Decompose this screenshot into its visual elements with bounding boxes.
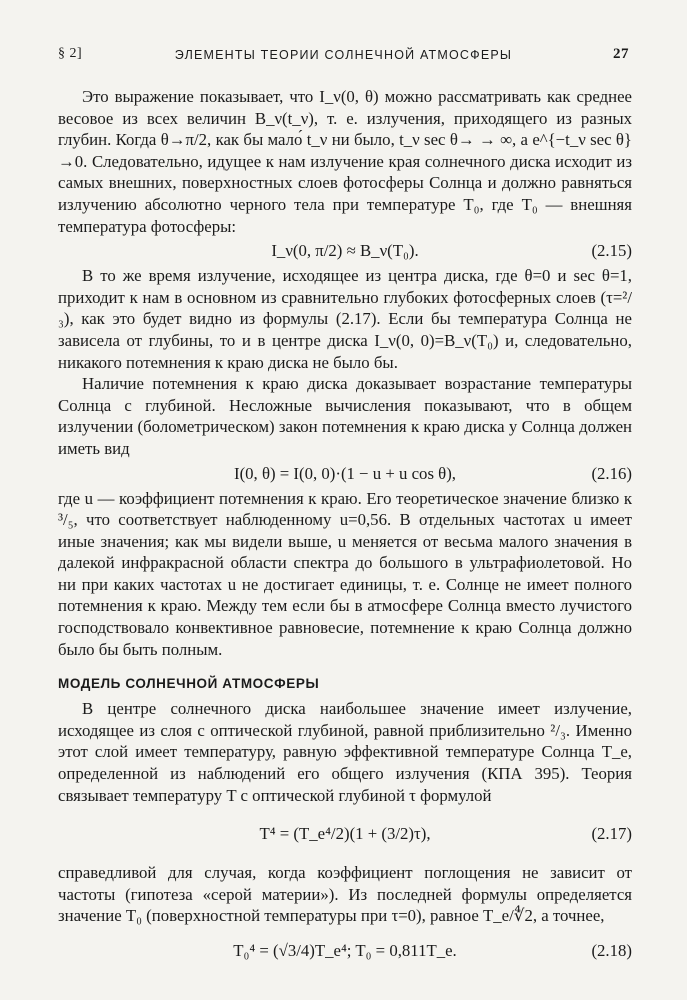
section-heading: МОДЕЛЬ СОЛНЕЧНОЙ АТМОСФЕРЫ [58,676,320,692]
paragraph: где u — коэффициент потемнения к краю. Его теоретическое значение близко к ³/₅, что соответствует наблюденному u=0,56. В отдельных частотах u имеет иные значения; как мы видели выше, u меняется от весьма малого значения в далекой инфракрасной области спектра до большого в ультрафиолетовой. Но ни при каких частотах u не достигает единицы, т. е. Солнце не имеет полного потемнения к краю. Между тем если бы в атмосфере Солнца вместо лучистого господствовало конвективное равновесие, потемнение к краю Солнца должно было бы быть полным. [58,488,632,659]
equation-number: (2.16) [591,463,632,483]
page-number: 27 [613,46,629,62]
equation-2-16 [58,460,632,488]
paragraph: справедливой для случая, когда коэффициент поглощения не зависит от частоты (гипотеза «серой материи»). Из последней формулы определяется значение T₀ (поверхностной температуры при τ=0), равное T_e/∜2, а точнее, [58,863,632,926]
equation-number: (2.18) [591,941,632,960]
page-body [58,86,632,975]
running-header [58,46,629,70]
paragraph: Это выражение показывает, что I_ν(0, θ) можно рассматривать как среднее весовое из всех величин B_ν(t_ν), т. е. излучения, приходящего из разных глубин. Когда θ→π/2, как бы мало́ t_ν ни было, t_ν sec θ→ → ∞, а e^{−t_ν sec θ}→0. Следовательно, идущее к нам излучение края солнечного диска исходит из самых внешних, поверхностных слоев фотосферы Солнца и должно равняться излучению абсолютно черного тела при температуре T₀, где T₀ — внешняя температура фотосферы: [58,87,632,236]
equation-2-15 [58,237,632,265]
equation-number: (2.15) [591,241,632,261]
paragraph: В центре солнечного диска наибольшее значение имеет излучение, исходящее из слоя с оптической глубиной, равной приблизительно ²/₃. Именно этот слой имеет температуру, равную эффективной температуре Солнца T_e, определенной из наблюдений его общего излучения (КПА 395). Теория связывает температуру T с оптической глубиной τ формулой [58,699,632,805]
running-title: ЭЛЕМЕНТЫ ТЕОРИИ СОЛНЕЧНОЙ АТМОСФЕРЫ [174,48,513,62]
equation-2-17 [58,806,632,862]
equation-text: I_ν(0, π/2) ≈ B_ν(T₀). [271,241,419,261]
equation-text: T⁴ = (T_e⁴/2)(1 + (3/2)τ), [259,824,431,844]
equation-2-18 [58,927,632,975]
paragraph: В то же время излучение, исходящее из центра диска, где θ=0 и sec θ=1, приходит к нам в основном из сравнительно глубоких фотосферных слоев (τ=²/₃), как это будет видно из формулы (2.17). Если бы температура Солнца не зависела от глубины, то и в центре диска I_ν(0, 0)=B_ν(T₀) и, следовательно, никакого потемнения к краю диска не было бы. [58,266,632,372]
equation-text: I(0, θ) = I(0, 0)·(1 − u + u cos θ), [233,463,456,483]
paragraph: Наличие потемнения к краю диска доказывает возрастание температуры Солнца с глубиной. Несложные вычисления показывают, что в общем излучении (болометрическом) закон потемнения к краю диска у Солнца должен иметь вид [58,374,632,458]
equation-text: T₀⁴ = (√3/4)T_e⁴; T₀ = 0,811T_e. [233,941,457,960]
section-marker: § 2] [58,46,83,61]
equation-number: (2.17) [591,824,632,844]
